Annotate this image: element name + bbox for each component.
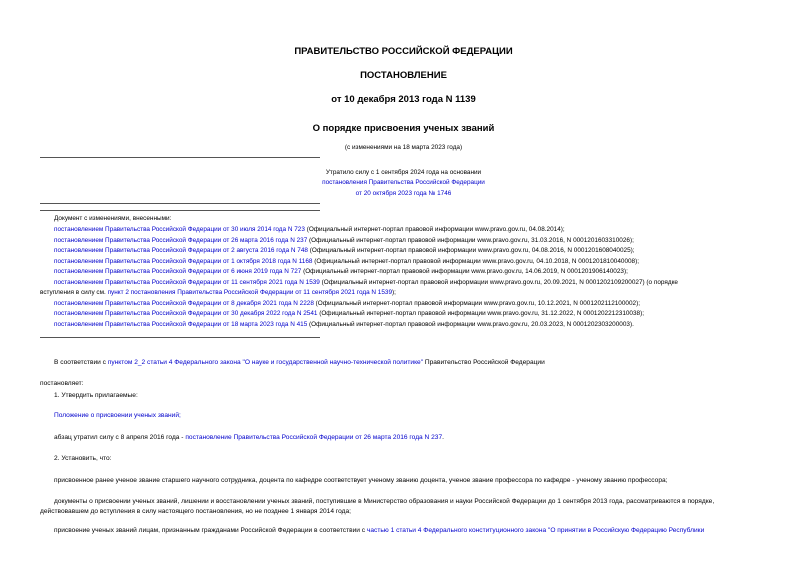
change-source: (Официальный интернет-портал правовой информации www.pravo.gov.ru, 04.08.2014); <box>304 226 565 233</box>
preamble-suffix: Правительство Российской Федерации <box>423 359 545 366</box>
change-link[interactable]: постановлением Правительства Российской Федерации от 30 июля 2014 года N 723 <box>54 226 305 233</box>
abzac-prefix: абзац утратил силу с 8 апреля 2016 года - <box>54 434 186 441</box>
change-source: (Официальный интернет-портал правовой информации www.pravo.gov.ru, 10.12.2021, N 0001202112100002); <box>313 299 640 307</box>
divider <box>40 337 320 338</box>
abzac-note <box>54 434 444 441</box>
abzac-suffix: . <box>442 434 444 441</box>
change-link[interactable]: постановлением Правительства Российской Федерации от 6 июня 2019 года N 727 <box>54 268 302 275</box>
divider <box>40 203 320 204</box>
change-link[interactable]: постановлением Правительства Российской Федерации от 2 августа 2016 года N 748 <box>54 247 308 254</box>
paragraph-documents-line-1: документы о присвоении ученых званий, лишении и восстановлении ученых званий, поступившие в Министерство образования и науки Российской Федерации до 1 сентября 2013 года, рассматриваются в порядке, <box>54 498 715 505</box>
change-link[interactable]: постановлением Правительства Российской Федерации от 11 сентября 2021 года N 1539 <box>54 278 320 286</box>
change-item <box>54 267 628 276</box>
preamble <box>54 359 545 366</box>
change-source: (Официальный интернет-портал правовой информации www.pravo.gov.ru, 04.08.2016, N 0001201608040025); <box>307 247 635 254</box>
change-link[interactable]: постановлением Правительства Российской Федерации от 18 марта 2023 года N 415 <box>54 320 308 328</box>
change-item <box>54 320 634 329</box>
citizens-prefix: присвоение ученых званий лицам, признанным гражданами Российской Федерации в соответствии с <box>54 527 367 534</box>
change-item <box>54 278 678 287</box>
change-source: (Официальный интернет-портал правовой информации www.pravo.gov.ru, 31.03.2016, N 0001201603310026); <box>307 236 634 244</box>
change-item <box>54 225 565 234</box>
continuation-prefix: вступления в силу см. <box>40 289 108 296</box>
document-date-number: от 10 декабря 2013 года N 1139 <box>331 94 476 105</box>
change-item <box>54 299 640 308</box>
paragraph-documents-line-2: действовавшем до вступления в силу настоящего постановления, но не позднее 1 января 2014 года; <box>40 508 351 515</box>
paragraph-equivalence: присвоенное ранее ученое звание старшего научного сотрудника, доцента по кафедре соответствует ученому званию доцента, ученое звание профессора по кафедре - ученому званию профессора; <box>54 477 668 484</box>
law-link[interactable]: пунктом 2_2 статьи 4 Федерального закона "О науке и государственной научно-технической политике" <box>107 359 424 366</box>
regulation-link-line <box>54 412 181 419</box>
item-2: 2. Установить, что: <box>54 455 112 462</box>
continuation-suffix: ); <box>392 289 396 296</box>
paragraph-citizens <box>54 527 704 534</box>
change-link[interactable]: пункт 2 постановления Правительства Российской Федерации от 11 сентября 2021 года N 1539 <box>107 289 393 296</box>
change-source: (Официальный интернет-портал правовой информации www.pravo.gov.ru, 20.09.2021, N 0001202109200027) (о порядке <box>319 278 678 286</box>
change-item <box>54 236 634 245</box>
abzac-link[interactable]: постановление Правительства Российской Федерации от 26 марта 2016 года N 237 <box>185 434 443 441</box>
constitutional-law-link[interactable]: частью 1 статьи 4 Федерального конституционного закона "О принятии в Российскую Федерацию Республики <box>366 527 705 534</box>
change-link[interactable]: постановлением Правительства Российской Федерации от 8 декабря 2021 года N 2228 <box>54 299 314 307</box>
change-source: (Официальный интернет-портал правовой информации www.pravo.gov.ru, 14.06.2019, N 0001201906140023); <box>301 268 628 275</box>
divider <box>40 210 320 211</box>
item-1: 1. Утвердить прилагаемые: <box>54 392 138 399</box>
change-item <box>54 257 639 266</box>
change-item-continuation <box>40 288 396 297</box>
edition-note: (с изменениями на 18 марта 2023 года) <box>344 144 463 151</box>
change-link[interactable]: постановлением Правительства Российской Федерации от 30 декабря 2022 года N 2541 <box>54 310 318 317</box>
preamble-prefix: В соответствии с <box>54 359 108 366</box>
changes-intro: Документ с изменениями, внесенными: <box>54 215 172 222</box>
expired-line-1: Утратило силу с 1 сентября 2024 года на основании <box>325 169 482 176</box>
decrees-text: постановляет: <box>40 380 84 387</box>
change-item <box>54 309 644 318</box>
government-heading: ПРАВИТЕЛЬСТВО РОССИЙСКОЙ ФЕДЕРАЦИИ <box>294 46 513 57</box>
expired-link-line-2[interactable]: постановления Правительства Российской Федерации <box>322 179 485 186</box>
change-source: (Официальный интернет-портал правовой информации www.pravo.gov.ru, 20.03.2023, N 0001202303200003). <box>307 320 634 328</box>
divider <box>40 157 320 158</box>
regulation-link[interactable]: Положение о присвоении ученых званий; <box>54 412 181 419</box>
document-type: ПОСТАНОВЛЕНИЕ <box>360 70 447 81</box>
expired-link-line-3[interactable]: от 20 октября 2023 года № 1746 <box>355 190 452 197</box>
change-item <box>54 246 635 255</box>
change-source: (Официальный интернет-портал правовой информации www.pravo.gov.ru, 04.10.2018, N 0001201810040008); <box>312 257 640 265</box>
change-source: (Официальный интернет-портал правовой информации www.pravo.gov.ru, 31.12.2022, N 0001202212310038); <box>317 310 645 317</box>
document-title: О порядке присвоения ученых званий <box>312 123 495 134</box>
change-link[interactable]: постановлением Правительства Российской Федерации от 1 октября 2018 года N 1168 <box>54 257 313 265</box>
change-link[interactable]: постановлением Правительства Российской Федерации от 26 марта 2016 года N 237 <box>54 236 308 244</box>
